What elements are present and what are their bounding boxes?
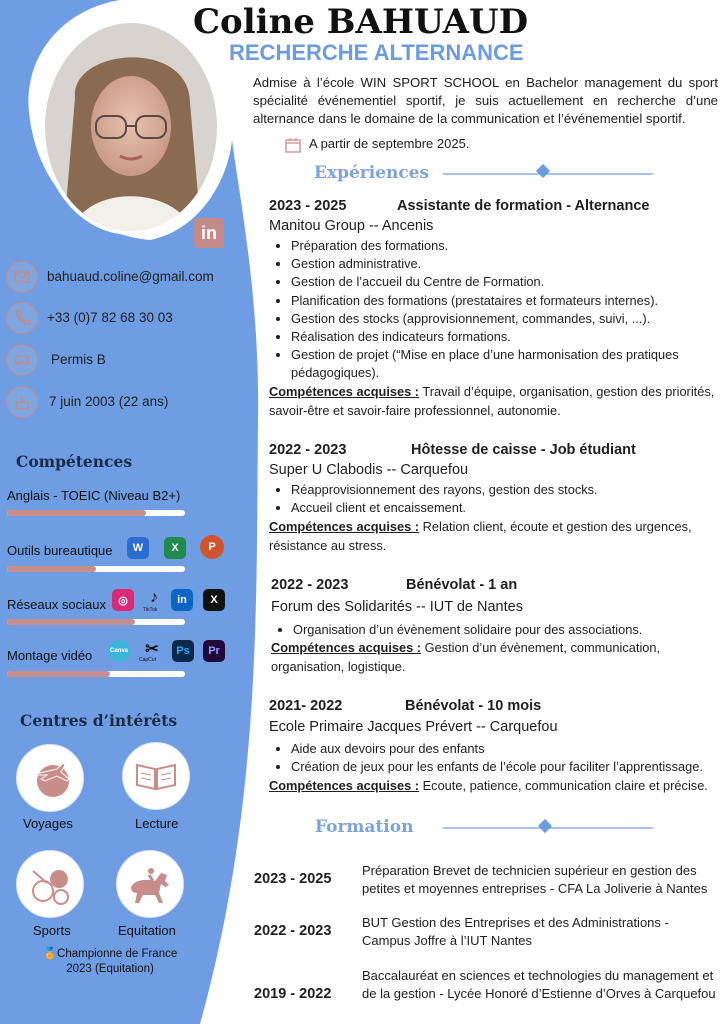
exp-skills (269, 518, 721, 555)
skill-label-office: Outils bureautique (7, 543, 113, 558)
travel-icon (16, 744, 84, 812)
divider-diamond (536, 164, 550, 178)
exp-bullets (269, 237, 724, 383)
list-item: • Accueil client et encaissement. (291, 499, 724, 517)
formation-years: 2019 - 2022 (254, 986, 332, 1002)
skills-label: Compétences acquises : (269, 384, 420, 399)
formation-text: Préparation Brevet de technicien supérieur en gestion des petites et moyennes entreprises - CFA La Joliverie à Nantes (362, 863, 708, 896)
capcut-label: CapCut (139, 657, 156, 663)
exp-company: Ecole Primaire Jacques Prévert -- Carquefou (269, 719, 558, 735)
interests-title: Centres d’intérêts (20, 711, 178, 730)
x-icon: X (203, 589, 225, 611)
skills-label: Compétences acquises : (271, 640, 422, 655)
section-divider (443, 173, 653, 175)
cake-icon (6, 386, 38, 418)
linkedin-icon[interactable]: in (194, 218, 224, 248)
skills-text: Relation client, écoute et gestion des urgences, résistance au stress. (269, 519, 692, 553)
list-item: • Gestion de l’accueil du Centre de Formation. (291, 273, 724, 291)
driving-license: Permis B (51, 352, 106, 367)
premiere-icon: Pr (203, 640, 225, 662)
experiences-title: Expériences (314, 163, 430, 183)
sports-icon (16, 850, 84, 918)
availability-date: A partir de septembre 2025. (309, 136, 470, 151)
list-item: • Préparation des formations. (291, 237, 724, 255)
skill-bar-office (7, 566, 185, 572)
phone-icon (6, 302, 38, 334)
skills-label: Compétences acquises : (269, 519, 420, 534)
exp-role: Bénévolat - 1 an (406, 577, 518, 593)
intro-paragraph: Admise à l’école WIN SPORT SCHOOL en Bachelor management du sport spécialité événementiel sportif, je suis actuellement en recherche d’une alternance dans le domaine de la communication et l’événementiel sportif. (253, 75, 718, 126)
exp-years: 2022 - 2023 (271, 577, 349, 593)
list-item: • Organisation d’un évènement solidaire pour des associations. (293, 621, 724, 639)
list-item: • Gestion de projet (“Mise en place d’une harmonisation des pratiques pédagogiques). (291, 346, 724, 382)
capcut-icon: ✂ (145, 641, 159, 658)
exp-role: Hôtesse de caisse - Job étudiant (411, 442, 636, 458)
skill-bar-fill (7, 671, 110, 677)
skills-text: Travail d’équipe, organisation, gestion des priorités, savoir-être et savoir-faire professionnel, autonomie. (269, 384, 715, 418)
skill-label-video: Montage vidéo (7, 648, 93, 663)
skill-bar-fill (7, 510, 146, 516)
exp-years: 2021- 2022 (269, 698, 343, 714)
exp-role: Assistante de formation - Alternance (397, 198, 650, 214)
interest-label-travel: Voyages (23, 816, 73, 831)
skill-bar-video (7, 671, 185, 677)
list-item: • Aide aux devoirs pour des enfants (291, 740, 724, 758)
list-item: • Réalisation des indicateurs formations. (291, 328, 724, 346)
powerpoint-icon: P (200, 535, 224, 559)
exp-years: 2022 - 2023 (269, 442, 347, 458)
skill-label-social: Réseaux sociaux (7, 597, 106, 612)
excel-icon: X (164, 537, 186, 559)
divider-diamond (538, 819, 552, 833)
horse-icon (116, 850, 184, 918)
profile-photo (40, 18, 222, 236)
skills-text: Gestion d’un évènement, communication, organisation, logistique. (271, 640, 661, 674)
skill-bar-english (7, 510, 185, 516)
list-item: • Réapprovisionnement des rayons, gestion des stocks. (291, 481, 724, 499)
skill-bar-social (7, 619, 185, 625)
tiktok-icon: ♪ (150, 589, 158, 606)
formation-years: 2023 - 2025 (254, 871, 332, 887)
championship-note: 🏅Championne de France 2023 (Equitation) (42, 948, 178, 975)
exp-company: Super U Clabodis -- Carquefou (269, 462, 469, 478)
skill-bar-fill (7, 619, 135, 625)
instagram-icon: ◎ (112, 589, 134, 611)
exp-bullets (269, 481, 724, 517)
formation-title: Formation (315, 817, 414, 837)
list-item: • Gestion administrative. (291, 255, 724, 273)
exp-skills (271, 639, 711, 676)
exp-skills (269, 777, 721, 796)
formation-text: Baccalauréat en sciences et technologies du management et de la gestion - Lycée Honoré d’Estienne d’Orves à Carquefou (362, 968, 716, 1001)
skills-text: Ecoute, patience, communication claire et précise. (419, 778, 708, 793)
exp-company: Forum des Solidarités -- IUT de Nantes (271, 599, 523, 615)
linkedin-app-icon: in (171, 589, 193, 611)
birth-date: 7 juin 2003 (22 ans) (49, 394, 169, 409)
candidate-name: Coline BAHUAUD (193, 2, 529, 42)
calendar-icon (285, 137, 301, 153)
list-item: • Planification des formations (prestataires et formateurs internes). (291, 292, 724, 310)
list-item: • Création de jeux pour les enfants de l’école pour faciliter l’apprentissage. (291, 758, 724, 776)
word-icon: W (127, 537, 149, 559)
skill-bar-fill (7, 566, 96, 572)
exp-bullets (271, 621, 724, 639)
book-icon (122, 742, 190, 810)
formation-text: BUT Gestion des Entreprises et des Administrations - Campus Joffre à l’IUT Nantes (362, 915, 669, 948)
list-item: • Gestion des stocks (approvisionnement, commandes, suivi, ...). (291, 310, 724, 328)
exp-bullets (269, 740, 724, 776)
canva-icon: Canva (108, 640, 130, 662)
exp-role: Bénévolat - 10 mois (405, 698, 542, 714)
photoshop-icon: Ps (172, 640, 194, 662)
interest-label-sports: Sports (33, 923, 71, 938)
skill-label-english: Anglais - TOEIC (Niveau B2+) (7, 488, 181, 503)
interest-label-riding: Equitation (118, 923, 176, 938)
tiktok-label: TikTok (143, 607, 158, 613)
skills-label: Compétences acquises : (269, 778, 420, 793)
formation-years: 2022 - 2023 (254, 923, 332, 939)
contact-phone[interactable]: +33 (0)7 82 68 30 03 (47, 310, 173, 325)
skills-title: Compétences (16, 452, 133, 471)
exp-years: 2023 - 2025 (269, 198, 347, 214)
page-subtitle: RECHERCHE ALTERNANCE (229, 40, 524, 65)
car-icon (6, 344, 38, 376)
contact-email[interactable]: bahuaud.coline@gmail.com (47, 269, 214, 284)
exp-company: Manitou Group -- Ancenis (269, 218, 434, 234)
email-icon (6, 261, 38, 293)
interest-label-reading: Lecture (135, 816, 179, 831)
exp-skills (269, 383, 721, 420)
